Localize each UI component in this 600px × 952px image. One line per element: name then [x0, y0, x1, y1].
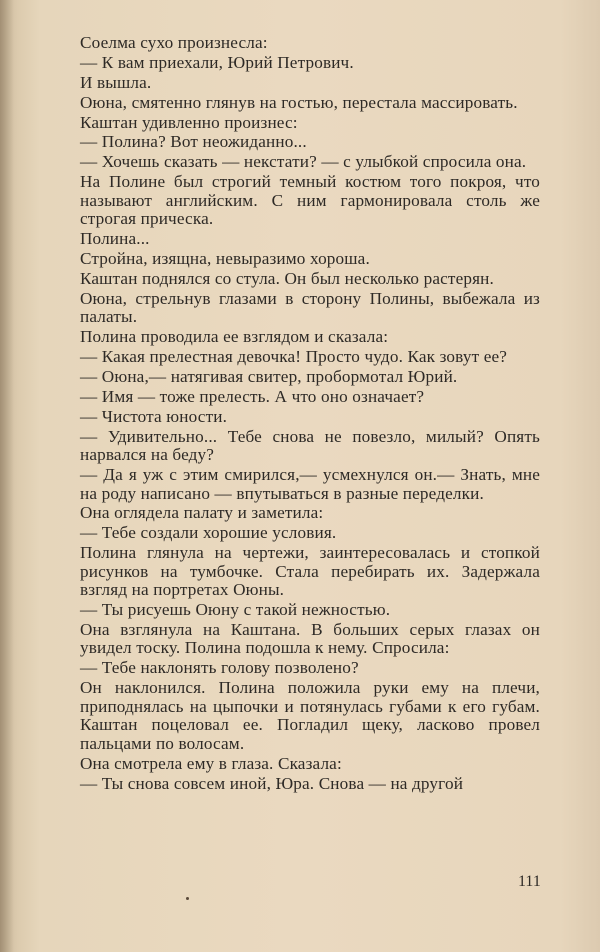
- paragraph: Полина проводила ее взглядом и сказала:: [80, 327, 389, 347]
- paragraph: Полина...: [80, 229, 150, 249]
- paragraph: — Тебе создали хорошие условия.: [80, 523, 337, 543]
- paragraph: Полина глянула на чертежи, заинтересовалась и стопкой рисунков на тумбочке. Стала перебирать их. Задержала взгляд на портретах Оюны.: [80, 543, 540, 600]
- paragraph: Оюна, стрельнув глазами в сторону Полины, выбежала из палаты.: [80, 288, 540, 327]
- paragraph: — Имя — тоже прелесть. А что оно означает?: [80, 386, 425, 406]
- paragraph: — Ты снова совсем иной, Юра. Снова — на другой: [80, 773, 464, 793]
- paragraph: Оюна, смятенно глянув на гостью, перестала массировать.: [80, 92, 518, 112]
- paragraph: — Полина? Вот неожиданно...: [80, 132, 307, 152]
- binding-shadow: [0, 0, 14, 952]
- paragraph: Стройна, изящна, невыразимо хороша.: [80, 249, 370, 269]
- paragraph: Она оглядела палату и заметила:: [80, 503, 324, 523]
- paragraph: — Да я уж с этим смирился,— усмехнулся он.— Знать, мне на роду написано — впутываться в разные переделки.: [80, 465, 540, 503]
- paragraph: Она смотрела ему в глаза. Сказала:: [80, 753, 342, 773]
- paragraph: — Тебе наклонять голову позволено?: [80, 658, 359, 678]
- paragraph: — Чистота юности.: [80, 406, 228, 426]
- paragraph: И вышла.: [80, 72, 152, 92]
- paragraph: — Какая прелестная девочка! Просто чудо. Как зовут ее?: [80, 347, 508, 367]
- paragraph: На Полине был строгий темный костюм того покроя, что называют английским. С ним гармонировала столь же строгая прическа.: [80, 172, 540, 229]
- paragraph: — К вам приехали, Юрий Петрович.: [80, 52, 354, 72]
- paragraph: Он наклонился. Полина положила руки ему на плечи, приподнялась на цыпочки и потянулась губами к его губам. Каштан поцеловал ее. Погладил щеку, ласково провел пальцами по волосам.: [80, 678, 540, 753]
- paragraph: — Удивительно... Тебе снова не повезло, милый? Опять нарвался на беду?: [80, 426, 540, 465]
- paragraph: — Хочешь сказать — некстати? — с улыбкой спросила она.: [80, 152, 527, 172]
- paragraph: — Оюна,— натягивая свитер, пробормотал Юрий.: [80, 366, 458, 386]
- paragraph: Она взглянула на Каштана. В больших серых глазах он увидел тоску. Полина подошла к нему. Спросила:: [80, 619, 540, 658]
- paragraph: Каштан поднялся со стула. Он был несколько растерян.: [80, 268, 494, 288]
- print-speck: [186, 897, 189, 900]
- page-text: [80, 34, 540, 794]
- page-number: 111: [518, 873, 541, 890]
- paragraph: Соелма сухо произнесла:: [80, 33, 268, 52]
- paragraph: Каштан удивленно произнес:: [80, 112, 298, 132]
- paragraph: — Ты рисуешь Оюну с такой нежностью.: [80, 600, 391, 620]
